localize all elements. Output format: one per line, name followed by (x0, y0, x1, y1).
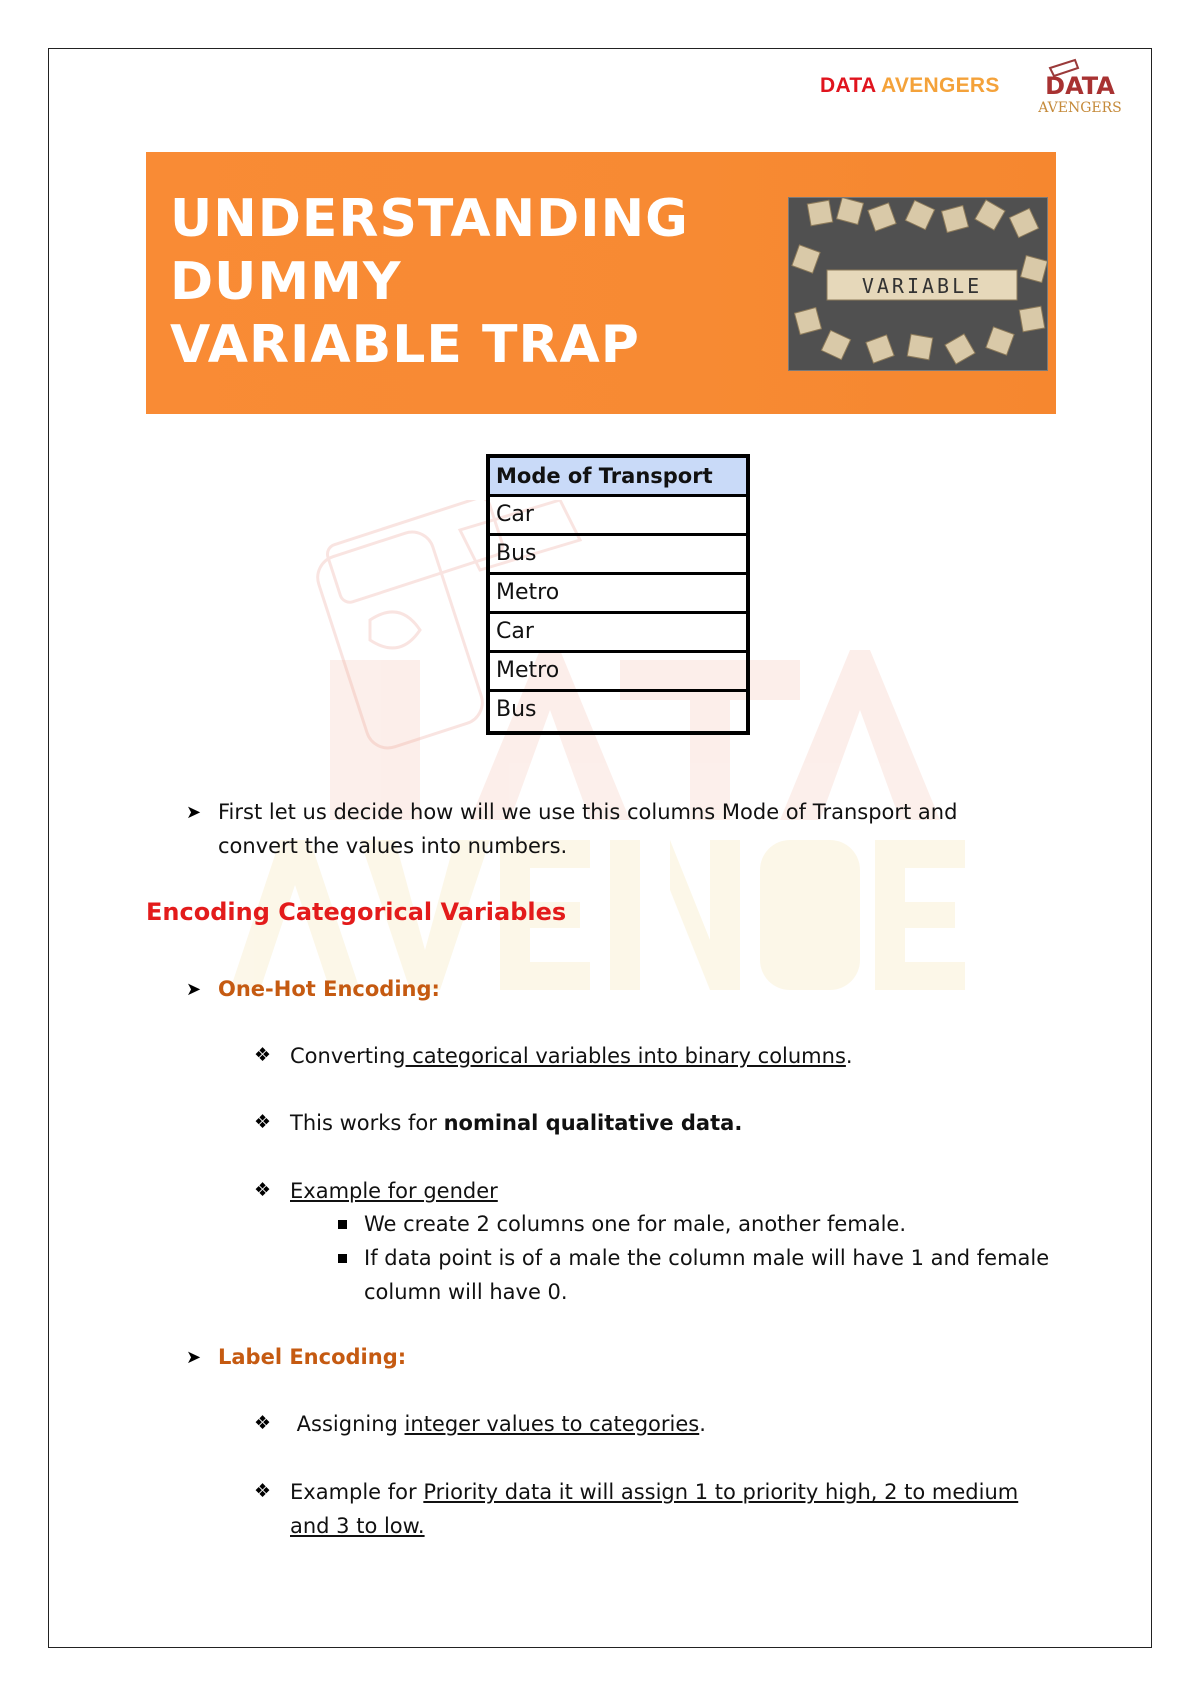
banner-title-line-1: UNDERSTANDING (170, 189, 689, 249)
logo-bottom-text: AVENGERS (1038, 100, 1122, 116)
label-b1-underline: integer values to categories (404, 1412, 700, 1436)
square-bullet-icon (338, 1254, 347, 1263)
diamond-bullet-icon: ❖ (254, 1045, 272, 1066)
table-row: Bus (496, 697, 537, 722)
arrow-bullet-icon: ➤ (186, 979, 202, 999)
table-row: Car (490, 614, 746, 653)
one-hot-s2-line-1: If data point is of a male the column male will have 1 and female (364, 1246, 1050, 1270)
logo-top-text: DATA (1045, 72, 1115, 100)
one-hot-bullet-3: Example for gender (290, 1179, 498, 1203)
diamond-bullet-icon: ❖ (254, 1413, 272, 1434)
brand-wordmark (820, 74, 1000, 98)
table-row: Bus (490, 536, 746, 575)
data-avengers-logo-icon (1030, 58, 1130, 118)
brand-data-text: DATA (820, 74, 876, 97)
arrow-bullet-icon: ➤ (186, 1347, 202, 1367)
one-hot-b2-bold: nominal qualitative data. (443, 1111, 743, 1135)
banner-title-line-3: VARIABLE TRAP (170, 315, 640, 375)
table-header: Mode of Transport (490, 458, 746, 497)
one-hot-bullet-1 (290, 1039, 853, 1073)
label-encoding-title: Label Encoding: (218, 1345, 407, 1369)
diamond-bullet-icon: ❖ (254, 1481, 272, 1502)
label-b2-prefix: Example for (290, 1480, 424, 1504)
one-hot-bullet-2 (290, 1106, 742, 1140)
one-hot-s2-line-2: column will have 0. (364, 1280, 568, 1304)
one-hot-sub-bullet-2 (364, 1241, 1084, 1309)
brand-avengers-text: AVENGERS (881, 74, 1000, 97)
tiles-word-text: VARIABLE (861, 274, 983, 298)
one-hot-sub-bullet-1: We create 2 columns one for male, another female. (364, 1212, 907, 1236)
mode-of-transport-table (486, 454, 750, 735)
arrow-bullet-icon: ➤ (186, 802, 202, 822)
one-hot-b1-suffix: . (845, 1044, 853, 1068)
one-hot-b1-underline: categorical variables into binary columns (405, 1044, 846, 1068)
label-b2-underline-line-2: and 3 to low. (290, 1514, 425, 1538)
letter-tiles-image (788, 197, 1048, 371)
banner-title-line-2: DUMMY (170, 252, 402, 312)
title-banner (146, 152, 1056, 414)
label-b1-suffix: . (699, 1412, 706, 1436)
banner-title (170, 188, 689, 377)
square-bullet-icon (338, 1220, 347, 1229)
intro-line-1: First let us decide how will we use this columns Mode of Transport and (218, 800, 958, 824)
one-hot-title: One-Hot Encoding: (218, 977, 440, 1001)
label-bullet-1 (290, 1407, 706, 1441)
table-row: Car (490, 497, 746, 536)
one-hot-b1-prefix: Converting (290, 1044, 406, 1068)
label-bullet-2 (290, 1475, 1080, 1543)
diamond-bullet-icon: ❖ (254, 1180, 272, 1201)
intro-line-2: convert the values into numbers. (218, 834, 568, 858)
section-title: Encoding Categorical Variables (146, 898, 567, 926)
letter-tiles-graphic (789, 198, 1047, 370)
diamond-bullet-icon: ❖ (254, 1112, 272, 1133)
label-b1-prefix: Assigning (290, 1412, 405, 1436)
table-row: Metro (490, 653, 746, 692)
one-hot-b2-prefix: This works for (290, 1111, 444, 1135)
label-b2-underline-line-1: Priority data it will assign 1 to priority high, 2 to medium (423, 1480, 1019, 1504)
intro-paragraph (218, 795, 1078, 863)
table-row: Metro (490, 575, 746, 614)
